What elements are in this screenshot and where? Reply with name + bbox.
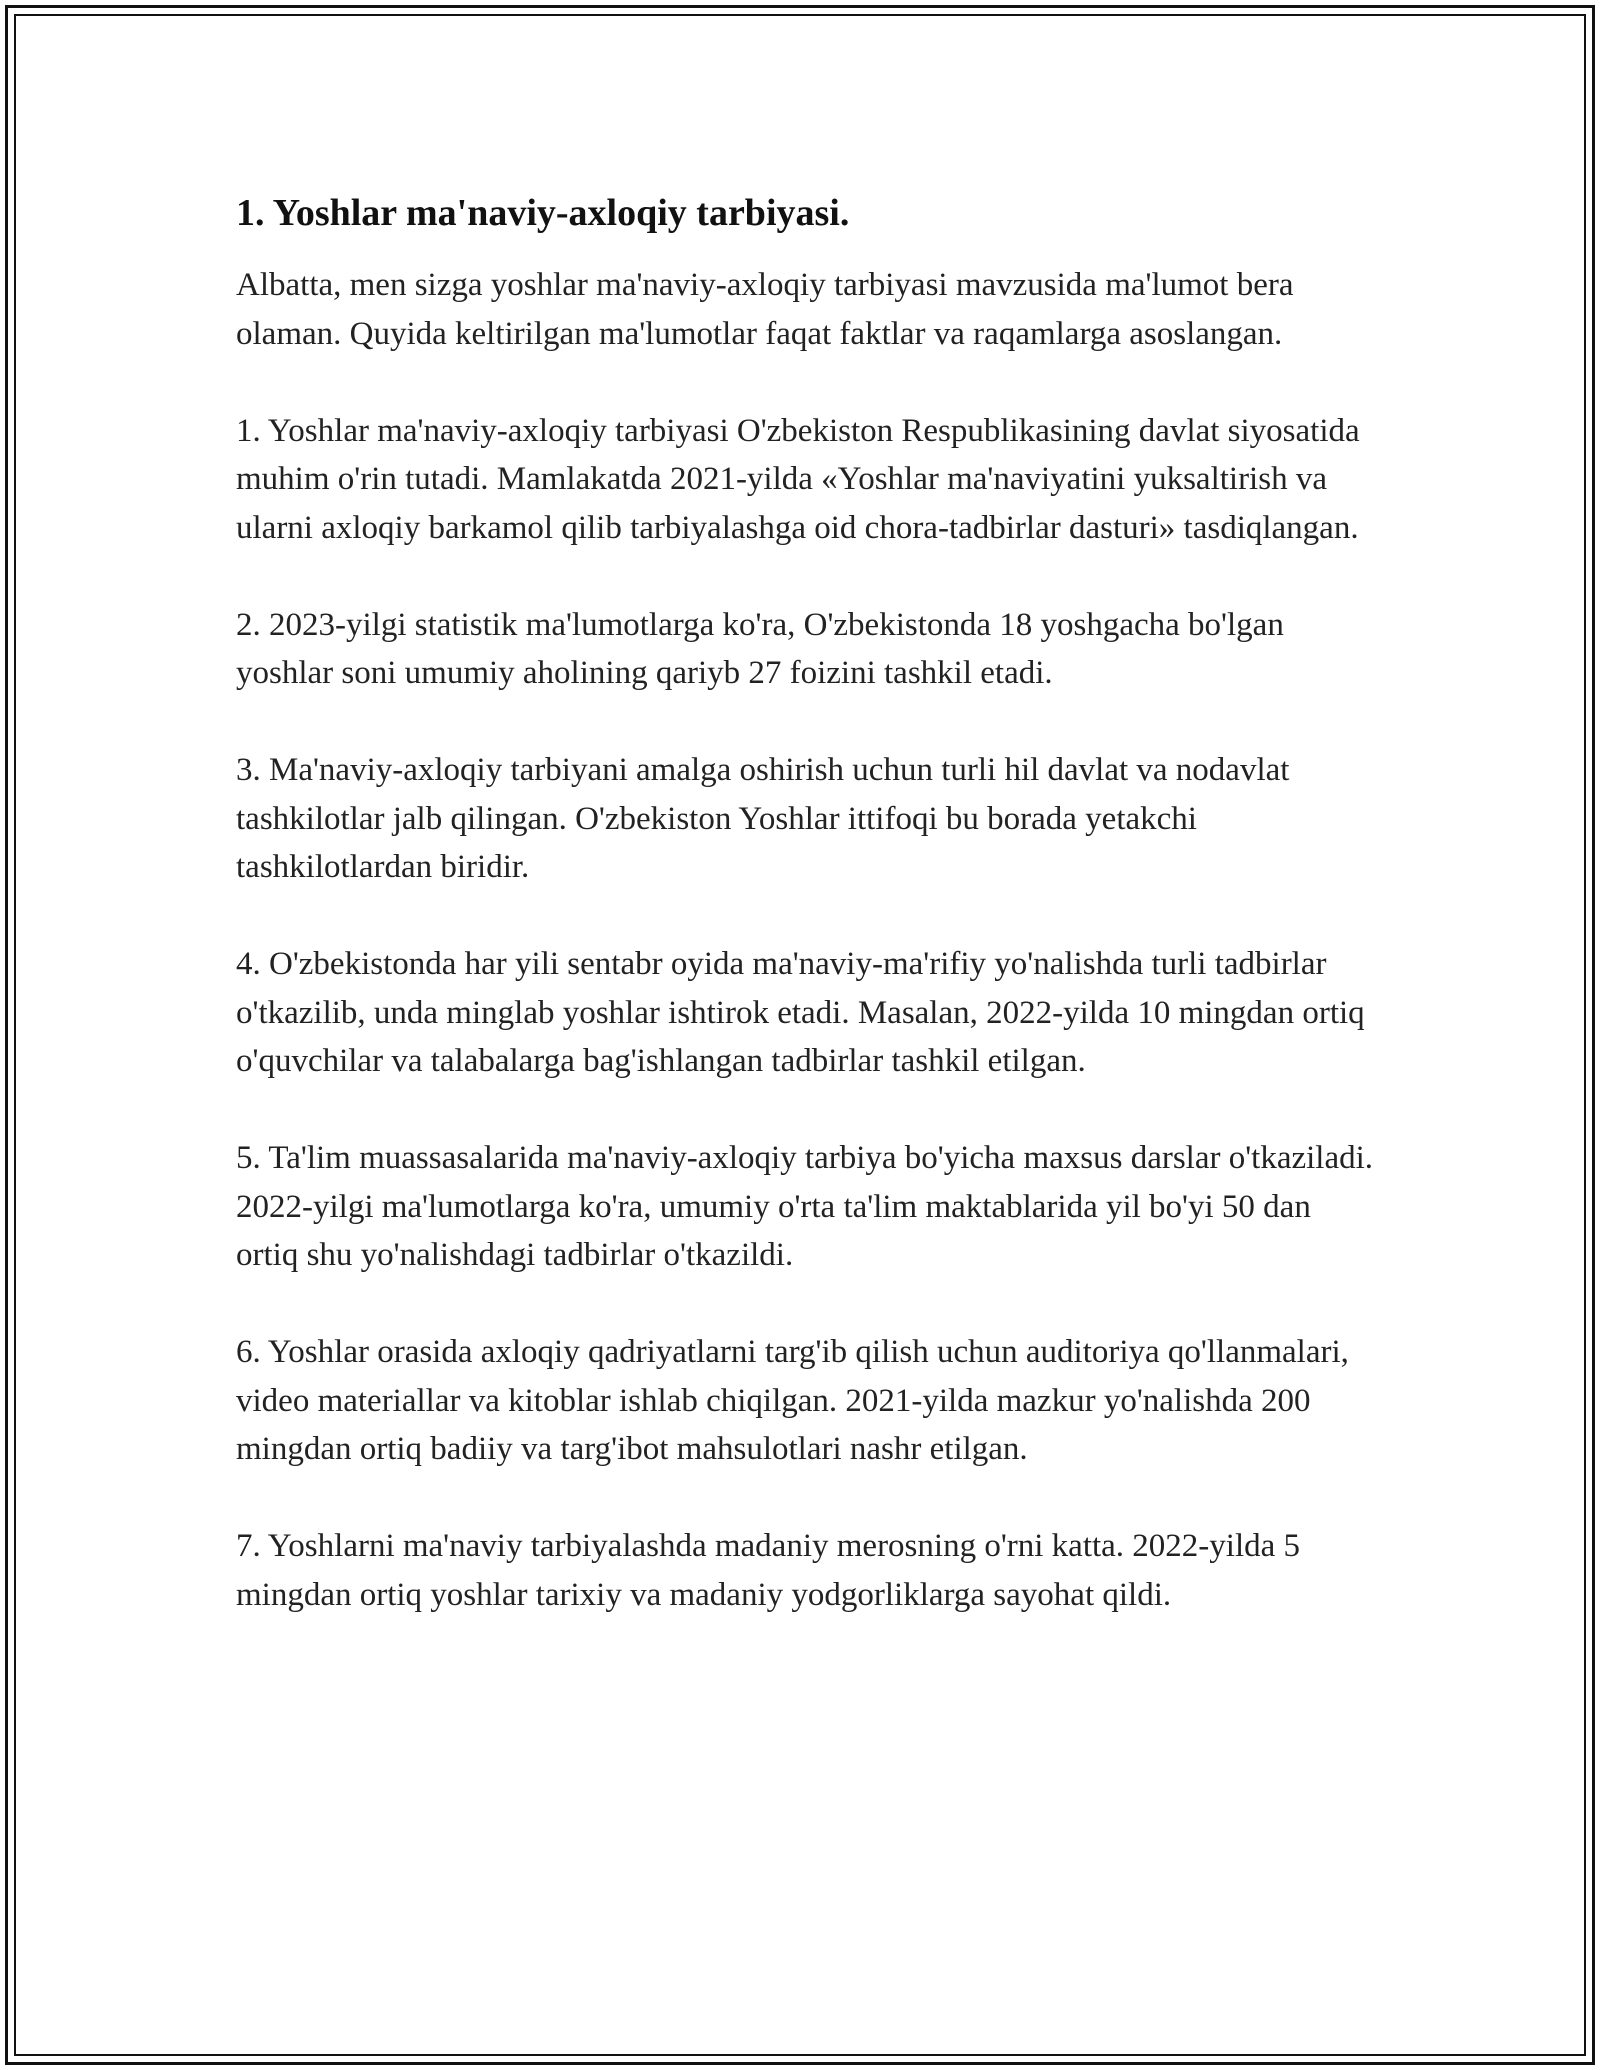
list-item: 1. Yoshlar ma'naviy-axloqiy tarbiyasi O'zbekiston Respublikasining davlat siyosatida muhim o'rin tutadi. Mamlakatda 2021-yilda «Yoshlar ma'naviyatini yuksaltirish va ularni axloqiy barkamol qilib tarbiyalashga oid chora-tadbirlar dasturi» tasdiqlangan. — [236, 412, 1360, 546]
document-body — [236, 186, 1376, 1619]
list-item: 3. Ma'naviy-axloqiy tarbiyani amalga oshirish uchun turli hil davlat va nodavlat tashkilotlar jalb qilingan. O'zbekiston Yoshlar ittifoqi bu borada yetakchi tashkilotlardan biridir. — [236, 752, 1290, 885]
intro-paragraph: Albatta, men sizga yoshlar ma'naviy-axloqiy tarbiyasi mavzusida ma'lumot bera olaman. Quyida keltirilgan ma'lumotlar faqat faktlar va raqamlarga asoslangan. — [236, 267, 1294, 352]
list-item: 6. Yoshlar orasida axloqiy qadriyatlarni targ'ib qilish uchun auditoriya qo'llanmalari, video materiallar va kitoblar ishlab chiqilgan. 2021-yilda mazkur yo'nalishda 200 mingdan ortiq badiiy va targ'ibot mahsulotlari nashr etilgan. — [236, 1334, 1349, 1467]
list-item: 2. 2023-yilgi statistik ma'lumotlarga ko'ra, O'zbekistonda 18 yoshgacha bo'lgan yoshlar soni umumiy aholining qariyb 27 foizini tashkil etadi. — [236, 606, 1284, 691]
list-item: 7. Yoshlarni ma'naviy tarbiyalashda madaniy merosning o'rni katta. 2022-yilda 5 mingdan ortiq yoshlar tarixiy va madaniy yodgorliklarga sayohat qildi. — [236, 1528, 1301, 1613]
list-item: 4. O'zbekistonda har yili sentabr oyida ma'naviy-ma'rifiy yo'nalishda turli tadbirlar o'tkazilib, unda minglab yoshlar ishtirok etadi. Masalan, 2022-yilda 10 mingdan ortiq o'quvchilar va talabalarga bag'ishlangan tadbirlar tashkil etilgan. — [236, 946, 1365, 1079]
document-title: 1. Yoshlar ma'naviy-axloqiy tarbiyasi. — [236, 192, 850, 234]
list-item: 5. Ta'lim muassasalarida ma'naviy-axloqiy tarbiya bo'yicha maxsus darslar o'tkaziladi. 2022-yilgi ma'lumotlarga ko'ra, umumiy o'rta ta'lim maktablarida yil bo'yi 50 dan ortiq shu yo'nalishdagi tadbirlar o'tkazildi. — [236, 1140, 1374, 1273]
